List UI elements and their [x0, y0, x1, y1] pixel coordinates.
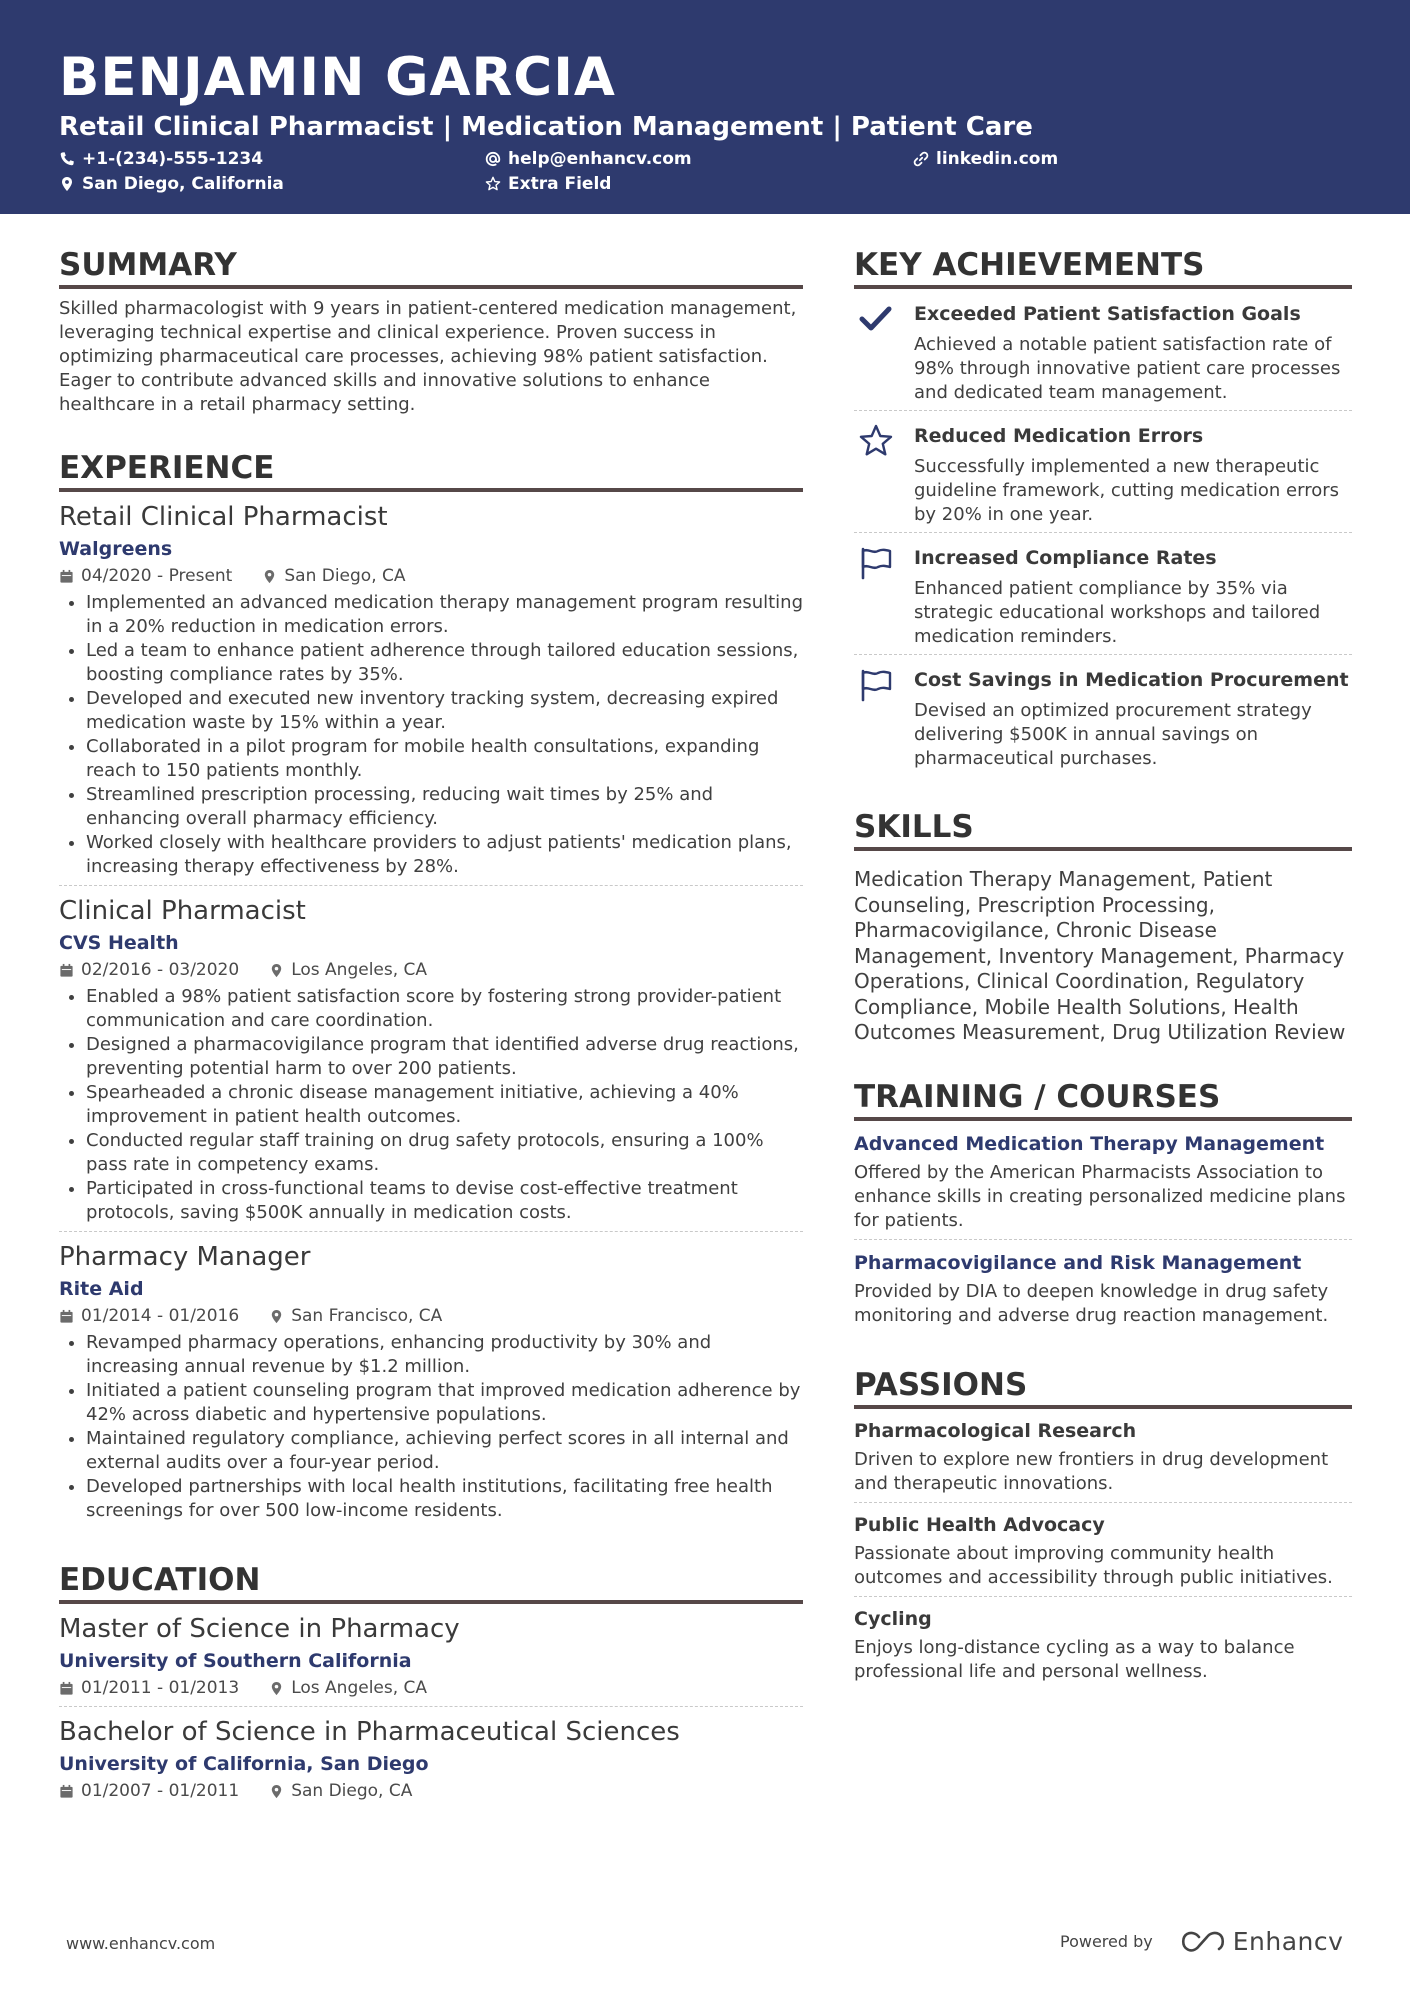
experience-entry — [59, 894, 803, 1232]
skills-title: SKILLS — [854, 808, 1352, 851]
location-pin-icon — [269, 963, 284, 978]
achievement-desc: Devised an optimized procurement strategy delivering $500K in annual savings on pharmaceutical purchases. — [914, 700, 1312, 769]
company-name: Rite Aid — [59, 1278, 144, 1300]
company-name: Walgreens — [59, 538, 173, 560]
course-item — [854, 1121, 1352, 1240]
calendar-icon — [59, 1681, 74, 1696]
job-meta — [59, 564, 803, 588]
bullet-item: • Conducted regular staff training on drug safety protocols, ensuring a 100% pass rate in competency exams. — [86, 1129, 803, 1177]
at-icon — [485, 151, 501, 167]
job-location: San Francisco, CA — [291, 1306, 443, 1326]
passion-desc: Passionate about improving community health outcomes and accessibility through public initiatives. — [854, 1542, 1333, 1588]
education-meta — [59, 1676, 803, 1700]
skills-text: Medication Therapy Management, Patient Counseling, Prescription Processing, Pharmacovigilance, Chronic Disease Management, Inventory Management, Pharmacy Operations, Clinical Coordination, Regulatory Compliance, Mobile Health Solutions, Health Outcomes Measurement, Drug Utilization Review — [854, 867, 1346, 1044]
calendar-icon — [59, 1309, 74, 1324]
education-dates: 01/2007 - 01/2011 — [81, 1781, 240, 1801]
degree-title: Master of Science in Pharmacy — [59, 1614, 460, 1644]
calendar-icon — [59, 569, 74, 584]
summary-title: SUMMARY — [59, 246, 803, 289]
phone-icon — [59, 151, 75, 167]
education-meta — [59, 1779, 803, 1803]
course-title: Pharmacovigilance and Risk Management — [854, 1251, 1302, 1274]
achievement-title: Cost Savings in Medication Procurement — [914, 669, 1349, 691]
job-bullets — [59, 985, 803, 1225]
course-title: Advanced Medication Therapy Management — [854, 1132, 1325, 1155]
phone-text: +1-(234)-555-1234 — [82, 149, 264, 169]
footer-website[interactable]: www.enhancv.com — [66, 1934, 216, 1953]
star-icon — [854, 423, 914, 527]
job-bullets — [59, 1331, 803, 1523]
passion-item — [854, 1597, 1352, 1690]
location-pin-icon — [269, 1784, 284, 1799]
achievement-desc: Achieved a notable patient satisfaction rate of 98% through innovative patient care processes and dedicated team management. — [914, 334, 1341, 403]
calendar-icon — [59, 1784, 74, 1799]
location-text: San Diego, California — [82, 174, 284, 194]
bullet-item: • Maintained regulatory compliance, achieving perfect scores in all internal and external audits over a four-year period. — [86, 1427, 803, 1475]
passion-title: Cycling — [854, 1607, 932, 1630]
flag-icon — [854, 545, 914, 649]
job-title: Pharmacy Manager — [59, 1242, 311, 1272]
contact-extra — [485, 173, 611, 195]
experience-section — [59, 449, 803, 1529]
contact-phone[interactable] — [59, 148, 263, 170]
training-title: TRAINING / COURSES — [854, 1078, 1352, 1121]
contact-email[interactable] — [485, 148, 692, 170]
achievement-item — [854, 533, 1352, 655]
passion-title: Public Health Advocacy — [854, 1513, 1105, 1536]
summary-section — [59, 246, 803, 417]
job-title: Clinical Pharmacist — [59, 896, 306, 926]
achievement-item — [854, 411, 1352, 533]
education-location: San Diego, CA — [291, 1781, 413, 1801]
bullet-item: • Led a team to enhance patient adherence through tailored education sessions, boosting compliance rates by 35%. — [86, 639, 803, 687]
bullet-item: • Implemented an advanced medication therapy management program resulting in a 20% reduction in medication errors. — [86, 591, 803, 639]
training-section — [854, 1078, 1352, 1334]
education-section — [59, 1561, 803, 1809]
education-title: EDUCATION — [59, 1561, 803, 1604]
achievements-title: KEY ACHIEVEMENTS — [854, 246, 1352, 289]
brand-name: Enhancv — [1232, 1927, 1344, 1956]
contact-linkedin[interactable] — [913, 148, 1058, 170]
education-location: Los Angeles, CA — [291, 1678, 428, 1698]
achievement-desc: Successfully implemented a new therapeutic guideline framework, cutting medication errors by 20% in one year. — [914, 456, 1340, 525]
bullet-item: • Enabled a 98% patient satisfaction score by fostering strong provider-patient communication and care coordination. — [86, 985, 803, 1033]
right-column — [854, 246, 1352, 1690]
bullet-item: • Spearheaded a chronic disease management initiative, achieving a 40% improvement in patient health outcomes. — [86, 1081, 803, 1129]
footer-branding[interactable] — [1060, 1927, 1343, 1956]
education-dates: 01/2011 - 01/2013 — [81, 1678, 240, 1698]
achievement-item — [854, 655, 1352, 776]
school-name: University of California, San Diego — [59, 1753, 429, 1775]
experience-entry — [59, 500, 803, 886]
company-name: CVS Health — [59, 932, 179, 954]
job-dates: 04/2020 - Present — [81, 566, 233, 586]
location-pin-icon — [269, 1681, 284, 1696]
location-pin-icon — [59, 176, 75, 192]
star-icon — [485, 176, 501, 192]
linkedin-text: linkedin.com — [936, 149, 1059, 169]
education-entry — [59, 1612, 803, 1707]
candidate-headline: Retail Clinical Pharmacist | Medication Management | Patient Care — [59, 112, 1033, 142]
passion-item — [854, 1409, 1352, 1503]
email-text: help@enhancv.com — [508, 149, 692, 169]
resume-header — [0, 0, 1410, 214]
passion-item — [854, 1503, 1352, 1597]
bullet-item: • Revamped pharmacy operations, enhancing productivity by 30% and increasing annual revenue by $1.2 million. — [86, 1331, 803, 1379]
achievement-title: Reduced Medication Errors — [914, 425, 1204, 447]
bullet-item: • Developed partnerships with local health institutions, facilitating free health screenings for over 500 low-income residents. — [86, 1475, 803, 1523]
education-entry — [59, 1715, 803, 1809]
job-meta — [59, 958, 803, 982]
left-column — [59, 246, 803, 1809]
job-bullets — [59, 591, 803, 879]
location-pin-icon — [262, 569, 277, 584]
enhancv-logo-icon — [1179, 1929, 1227, 1955]
achievement-item — [854, 289, 1352, 411]
bullet-item: • Participated in cross-functional teams to devise cost-effective treatment protocols, saving $500K annually in medication costs. — [86, 1177, 803, 1225]
link-icon — [913, 151, 929, 167]
passions-section — [854, 1366, 1352, 1690]
bullet-item: • Developed and executed new inventory tracking system, decreasing expired medication waste by 15% within a year. — [86, 687, 803, 735]
job-location: San Diego, CA — [284, 566, 406, 586]
degree-title: Bachelor of Science in Pharmaceutical Sciences — [59, 1717, 680, 1747]
checkmark-icon — [854, 301, 914, 405]
powered-by-label: Powered by — [1060, 1932, 1153, 1951]
experience-entry — [59, 1240, 803, 1529]
achievement-title: Increased Compliance Rates — [914, 547, 1217, 569]
course-item — [854, 1240, 1352, 1334]
bullet-item: • Initiated a patient counseling program that improved medication adherence by 42% across diabetic and hypertensive populations. — [86, 1379, 803, 1427]
skills-section — [854, 808, 1352, 1046]
passion-desc: Enjoys long-distance cycling as a way to balance professional life and personal wellness. — [854, 1636, 1295, 1682]
passion-title: Pharmacological Research — [854, 1419, 1137, 1442]
contact-location — [59, 173, 284, 195]
calendar-icon — [59, 963, 74, 978]
bullet-item: • Streamlined prescription processing, reducing wait times by 25% and enhancing overall pharmacy efficiency. — [86, 783, 803, 831]
flag-icon — [854, 667, 914, 771]
bullet-item: • Designed a pharmacovigilance program that identified adverse drug reactions, preventing potential harm to over 200 patients. — [86, 1033, 803, 1081]
bullet-item: • Collaborated in a pilot program for mobile health consultations, expanding reach to 150 patients monthly. — [86, 735, 803, 783]
passion-desc: Driven to explore new frontiers in drug development and therapeutic innovations. — [854, 1448, 1329, 1494]
course-desc: Offered by the American Pharmacists Association to enhance skills in creating personalized medicine plans for patients. — [854, 1161, 1346, 1231]
course-desc: Provided by DIA to deepen knowledge in drug safety monitoring and adverse drug reaction management. — [854, 1280, 1329, 1326]
experience-title: EXPERIENCE — [59, 449, 803, 492]
extra-text: Extra Field — [508, 174, 612, 194]
achievement-title: Exceeded Patient Satisfaction Goals — [914, 303, 1301, 325]
location-pin-icon — [269, 1309, 284, 1324]
job-dates: 01/2014 - 01/2016 — [81, 1306, 240, 1326]
school-name: University of Southern California — [59, 1650, 412, 1672]
job-location: Los Angeles, CA — [291, 960, 428, 980]
job-title: Retail Clinical Pharmacist — [59, 502, 388, 532]
job-meta — [59, 1304, 803, 1328]
achievements-section — [854, 246, 1352, 776]
achievement-desc: Enhanced patient compliance by 35% via strategic educational workshops and tailored medication reminders. — [914, 578, 1321, 647]
bullet-item: • Worked closely with healthcare providers to adjust patients' medication plans, increasing therapy effectiveness by 28%. — [86, 831, 803, 879]
summary-text: Skilled pharmacologist with 9 years in patient-centered medication management, leveraging technical expertise and clinical experience. Proven success in optimizing pharmaceutical care processes, achieving 98% patient satisfaction. Eager to contribute advanced skills and innovative solutions to enhance healthcare in a retail pharmacy setting. — [59, 298, 797, 415]
candidate-name: BENJAMIN GARCIA — [59, 47, 616, 108]
passions-title: PASSIONS — [854, 1366, 1352, 1409]
job-dates: 02/2016 - 03/2020 — [81, 960, 240, 980]
